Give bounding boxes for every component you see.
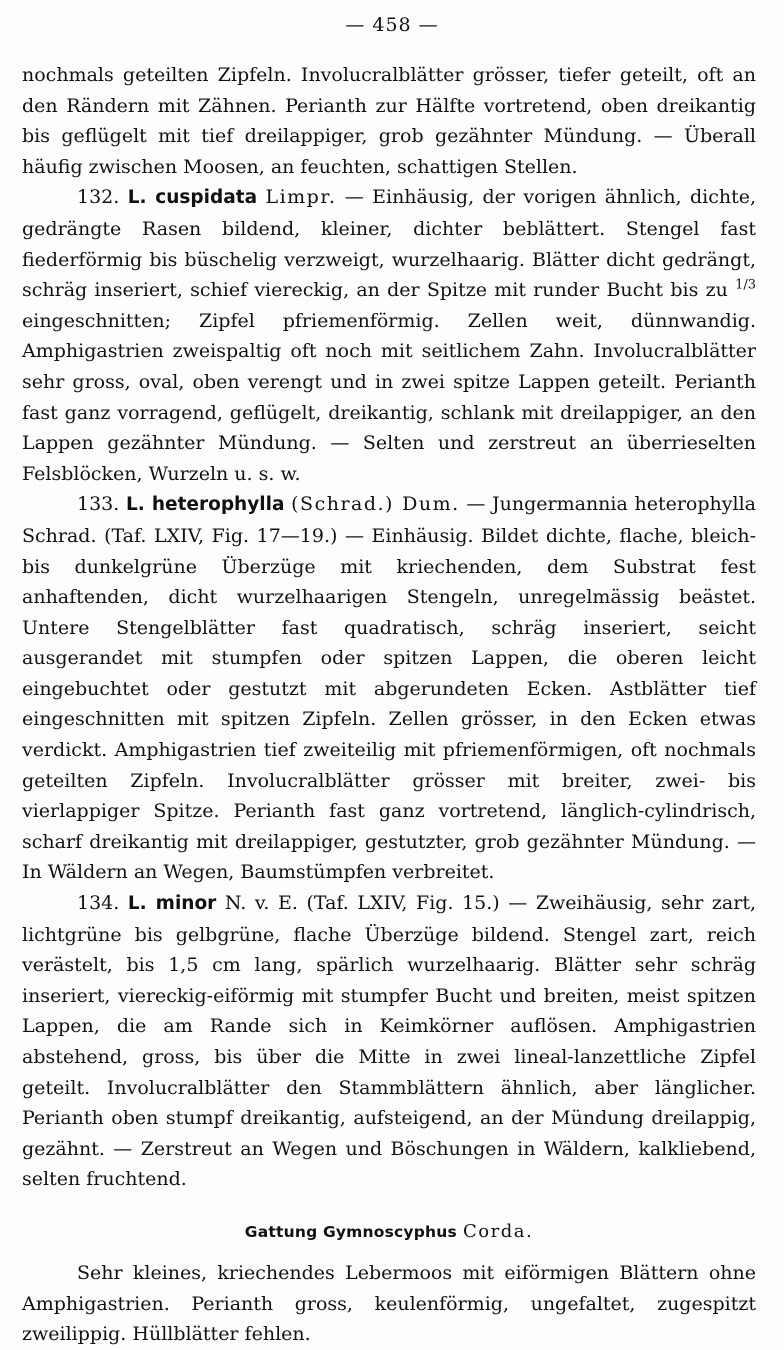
genus-heading <box>22 1217 756 1246</box>
species-entry-132 <box>22 182 756 489</box>
genus-author: Corda. <box>462 1220 534 1242</box>
entry-number: 133. <box>77 493 120 516</box>
species-author: Limpr. <box>265 186 337 209</box>
entry-number: 132. <box>77 186 120 209</box>
fraction: 1/3 <box>735 277 756 293</box>
species-author: (Schrad.) Dum. <box>291 493 460 516</box>
entry-text: (Taf. LXIV, Fig. 15.) — Zweihäusig, sehr zart, lichtgrüne bis gelbgrüne, flache Überzüge bildend. Stengel zart, reich verästelt, bis 1,5 cm lang, spärlich wurzelhaarig. Blätter sehr schräg inseriert, viereckig-eiförmig mit stumpfer Bucht und breiten, meist spitzen Lappen, die am Rande sich in Keimkörner auflösen. Amphigastrien abstehend, gross, bis über die Mitte in zwei lineal-lanzettliche Zipfel geteilt. Involucralblätter den Stammblättern ähnlich, aber länglicher. Perianth oben stumpf dreikantig, aufsteigend, an der Mündung dreilappig, gezähnt. — Zerstreut an Wegen und Böschungen in Wäldern, kalkliebend, selten fruchtend. <box>22 892 756 1191</box>
entry-text: — Einhäusig, der vorigen ähnlich, dichte, gedrängte Rasen bildend, kleiner, dichter beblättert. Stengel fast fiederförmig bis büschelig verzweigt, wurzelhaarig. Blätter dicht gedrängt, schräg inseriert, schief viereckig, an der Spitze mit runder Bucht bis zu <box>22 186 756 302</box>
species-name: L. minor <box>127 893 217 915</box>
species-name: L. heterophylla <box>125 494 285 516</box>
continuation-paragraph: nochmals geteilten Zipfeln. Involucralblätter grösser, tiefer geteilt, oft an den Rändern mit Zähnen. Perianth zur Hälfte vortretend, oben dreikantig bis geflügelt mit tief dreilappiger, grob gezähnter Mündung. — Überall häufig zwischen Moosen, an feuchten, schattigen Stellen. <box>22 64 756 178</box>
species-name: L. cuspidata <box>127 187 258 209</box>
page-body <box>22 60 756 1350</box>
entry-text-cont: eingeschnitten; Zipfel pfriemenförmig. Zellen weit, dünnwandig. Amphigastrien zweispaltig oft noch mit seitlichem Zahn. Involucralblätter sehr gross, oval, oben verengt und in zwei spitze Lappen geteilt. Perianth fast ganz vorragend, geflügelt, dreikantig, schlank mit dreilappiger, an den Lappen gezähnter Mündung. — Selten und zerstreut an überrieselten Felsblöcken, Wurzeln u. s. w. <box>22 309 756 485</box>
entry-text: — Jungermannia heterophylla Schrad. (Taf. LXIV, Fig. 17—19.) — Einhäusig. Bildet dichte, flache, bleich- bis dunkelgrüne Überzüge mit kriechenden, dem Substrat fest anhaftenden, dicht wurzelhaarigen Stengeln, unregelmässig beästet. Untere Stengelblätter fast quadratisch, schräg inseriert, seicht ausgerandet mit stumpfen oder spitzen Lappen, die oberen leicht eingebuchtet oder gestutzt mit abgerundeten Ecken. Astblätter tief eingeschnitten mit spitzen Zipfeln. Zellen grösser, in den Ecken etwas verdickt. Amphigastrien tief zweiteilig mit pfriemenförmigen, oft nochmals geteilten Zipfeln. Involucralblätter grösser mit breiter, zwei- bis vierlappiger Spitze. Perianth fast ganz vortretend, länglich-cylindrisch, scharf dreikantig mit dreilappiger, gestutzter, grob gezähnter Mündung. — In Wäldern an Wegen, Baumstümpfen verbreitet. <box>22 493 756 884</box>
genus-title: Gattung Gymnoscyphus <box>244 1222 457 1241</box>
page-number: — 458 — <box>345 14 439 36</box>
genus-description: Sehr kleines, kriechendes Lebermoos mit eiförmigen Blättern ohne Amphigastrien. Perianth gross, keulenförmig, ungefaltet, zugespitzt zweilippig. Hüllblätter fehlen. <box>22 1261 756 1346</box>
species-entry-133 <box>22 489 756 888</box>
entry-number: 134. <box>77 892 120 915</box>
species-entry-134 <box>22 888 756 1195</box>
species-author: N. v. E. <box>224 892 298 915</box>
